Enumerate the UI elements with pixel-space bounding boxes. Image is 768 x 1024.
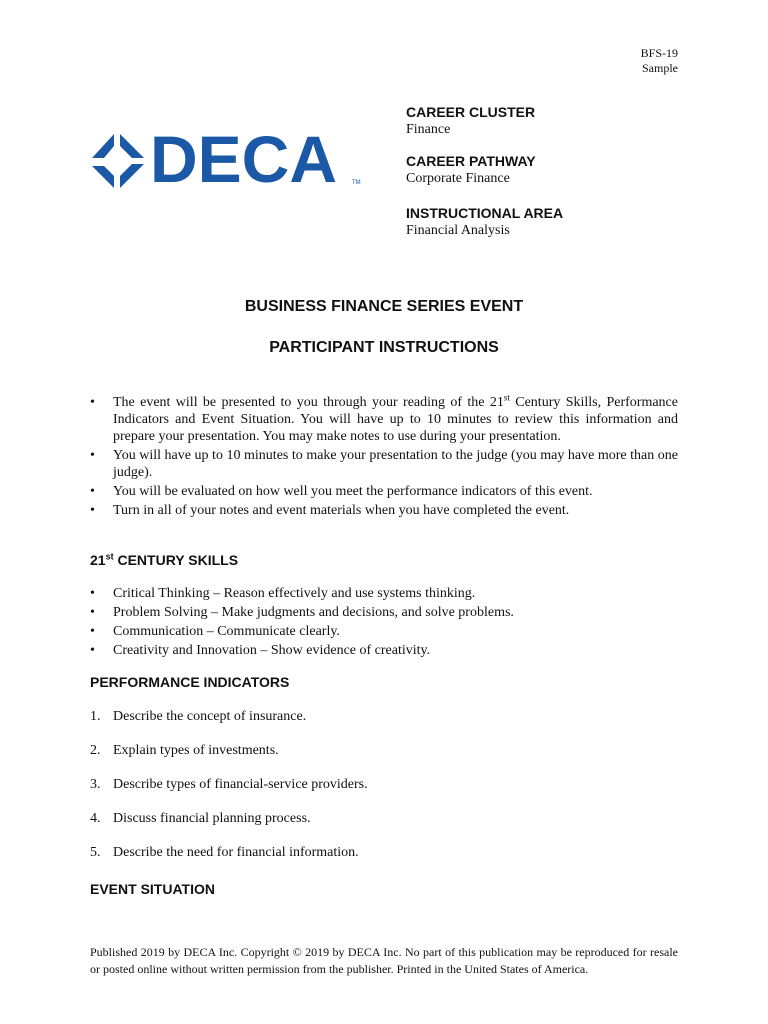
document-code-label: Sample	[642, 61, 678, 75]
skills-list	[90, 585, 678, 661]
bullet-icon: •	[90, 605, 95, 620]
list-item: • You will have up to 10 minutes to make your presentation to the judge (you may have more than one judge).	[90, 448, 678, 480]
list-item: • You will be evaluated on how well you meet the performance indicators of this event.	[90, 484, 593, 499]
bullet-icon: •	[90, 503, 95, 518]
bullet-icon: •	[90, 484, 95, 499]
bullet-icon: •	[90, 586, 95, 601]
list-item: • Communication – Communicate clearly.	[90, 624, 340, 639]
instructions-title: PARTICIPANT INSTRUCTIONS	[269, 339, 499, 356]
skills-heading: 21st CENTURY SKILLS	[90, 551, 239, 568]
document-code-id: BFS-19	[640, 46, 678, 60]
list-item: 2. Explain types of investments.	[90, 743, 279, 758]
career-cluster-value: Finance	[406, 122, 451, 137]
list-item: • Turn in all of your notes and event materials when you have completed the event.	[90, 503, 570, 518]
instructions-list	[90, 394, 678, 521]
deca-logo-trademark: TM	[352, 180, 361, 186]
career-pathway-label: CAREER PATHWAY	[406, 153, 536, 169]
list-item: 5. Describe the need for financial information.	[90, 845, 359, 860]
document-code	[641, 46, 678, 76]
career-pathway-block	[406, 152, 536, 187]
performance-indicators-heading: PERFORMANCE INDICATORS	[90, 674, 290, 690]
list-item: 3. Describe types of financial-service providers.	[90, 777, 368, 792]
bullet-icon: •	[90, 624, 95, 639]
list-item: 1. Describe the concept of insurance.	[90, 709, 307, 724]
deca-logo	[90, 122, 362, 196]
event-situation-heading: EVENT SITUATION	[90, 881, 215, 897]
instructional-area-value: Financial Analysis	[406, 223, 510, 238]
instructional-area-label: INSTRUCTIONAL AREA	[406, 205, 564, 221]
bullet-icon: •	[90, 448, 95, 463]
career-pathway-value: Corporate Finance	[406, 171, 510, 186]
item-number: 1.	[90, 709, 101, 724]
copyright-footer: Published 2019 by DECA Inc. Copyright © 2019 by DECA Inc. No part of this publication may be reproduced for resale or posted online without written permission from the publisher. Printed in the United States of America.	[90, 945, 678, 976]
item-number: 4.	[90, 811, 101, 826]
item-number: 3.	[90, 777, 101, 792]
bullet-icon: •	[90, 395, 95, 410]
item-number: 2.	[90, 743, 101, 758]
deca-diamond-icon	[90, 128, 150, 194]
item-number: 5.	[90, 845, 101, 860]
deca-logo-text: DECA	[150, 122, 338, 196]
list-item: 4. Discuss financial planning process.	[90, 811, 311, 826]
list-item: • Creativity and Innovation – Show evidence of creativity.	[90, 643, 431, 658]
event-title: BUSINESS FINANCE SERIES EVENT	[244, 298, 524, 315]
list-item: • The event will be presented to you through your reading of the 21st Century Skills, Performance Indicators and Event Situation. You will have up to 10 minutes to review this information and prepare your presentation. You may make notes to use during your presentation.	[90, 392, 678, 444]
list-item: • Problem Solving – Make judgments and decisions, and solve problems.	[90, 605, 514, 620]
performance-indicators-list	[90, 708, 678, 878]
career-cluster-block	[406, 103, 535, 138]
instructional-area-block	[406, 204, 563, 239]
career-cluster-label: CAREER CLUSTER	[406, 104, 536, 120]
list-item: • Critical Thinking – Reason effectively and use systems thinking.	[90, 586, 476, 601]
bullet-icon: •	[90, 643, 95, 658]
